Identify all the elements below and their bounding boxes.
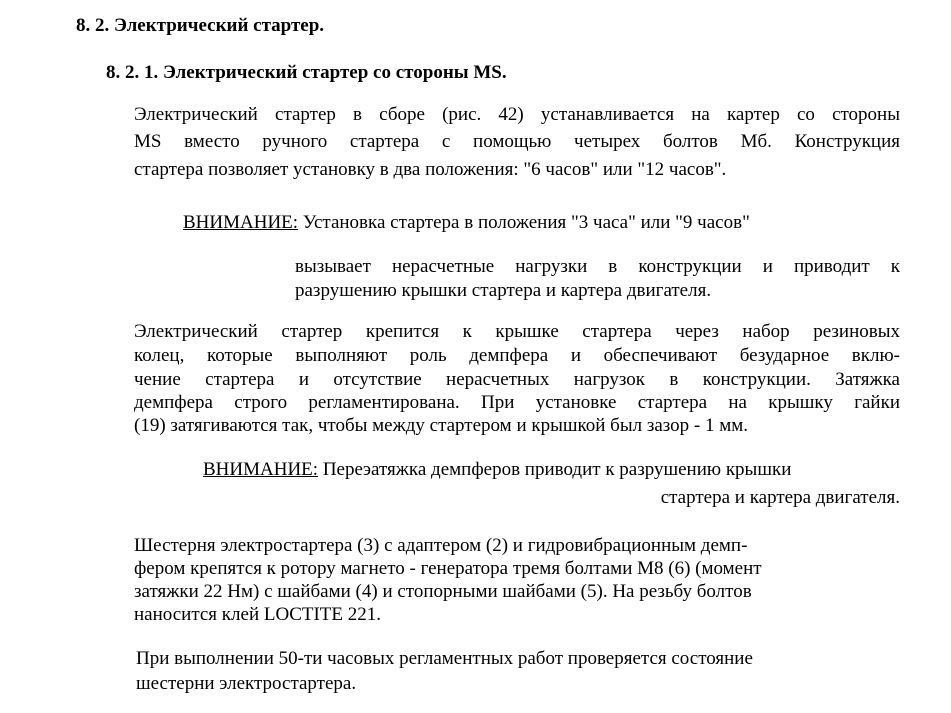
paragraph-line: Электрический стартер крепится к крышке стартера через набор резиновых [134,321,900,342]
warning-line: стартера и картера двигателя. [660,487,900,508]
paragraph-line: MS вместо ручного стартера с помощью четырех болтов Мб. Конструкция [134,131,900,152]
paragraph-line: Электрический стартер в сборе (рис. 42) устанавливается на картер со стороны [134,104,900,125]
warning-text: Установка стартера в положения "3 часа" или "9 часов" [302,212,750,233]
paragraph-line: шестерни электростартера. [136,673,357,694]
paragraph-line: чение стартера и отсутствие нерасчетных нагрузок в конструкции. Затяжка [134,369,900,390]
paragraph-line: затяжки 22 Нм) с шайбами (4) и стопорными шайбами (5). На резьбу болтов [134,581,752,602]
warning-text: Переэатяжка демпферов приводит к разрушению крышки [322,459,792,480]
warning-label: ВНИМАНИЕ: [203,459,319,480]
paragraph-line: (19) затягиваются так, чтобы между стартером и крышкой был зазор - 1 мм. [134,415,749,436]
paragraph-line: Шестерня электростартера (3) с адаптером (2) и гидровибрационным демп- [134,535,748,556]
warning-line: вызывает нерасчетные нагрузки в конструкции и приводит к [295,256,900,277]
warning-first-line [203,459,791,481]
paragraph-line: наносится клей LOCTITE 221. [134,604,382,625]
paragraph-line: стартера позволяет установку в два положения: "6 часов" или "12 часов". [134,159,727,180]
warning-first-line [183,212,750,234]
paragraph-line: При выполнении 50-ти часовых регламентных работ проверяется состояние [136,648,753,669]
warning-line: разрушению крышки стартера и картера двигателя. [295,280,712,301]
section-heading: 8. 2. Электрический стартер. [76,15,325,36]
paragraph-line: колец, которые выполняют роль демпфера и обеспечивают безударное вклю- [134,345,900,366]
paragraph-line: фером крепятся к ротору магнето - генератора тремя болтами М8 (6) (момент [134,558,762,579]
subsection-heading: 8. 2. 1. Электрический стартер со стороны MS. [106,62,507,83]
paragraph-line: демпфера строго регламентирована. При установке стартера на крышку гайки [134,392,900,413]
warning-label: ВНИМАНИЕ: [183,212,299,233]
